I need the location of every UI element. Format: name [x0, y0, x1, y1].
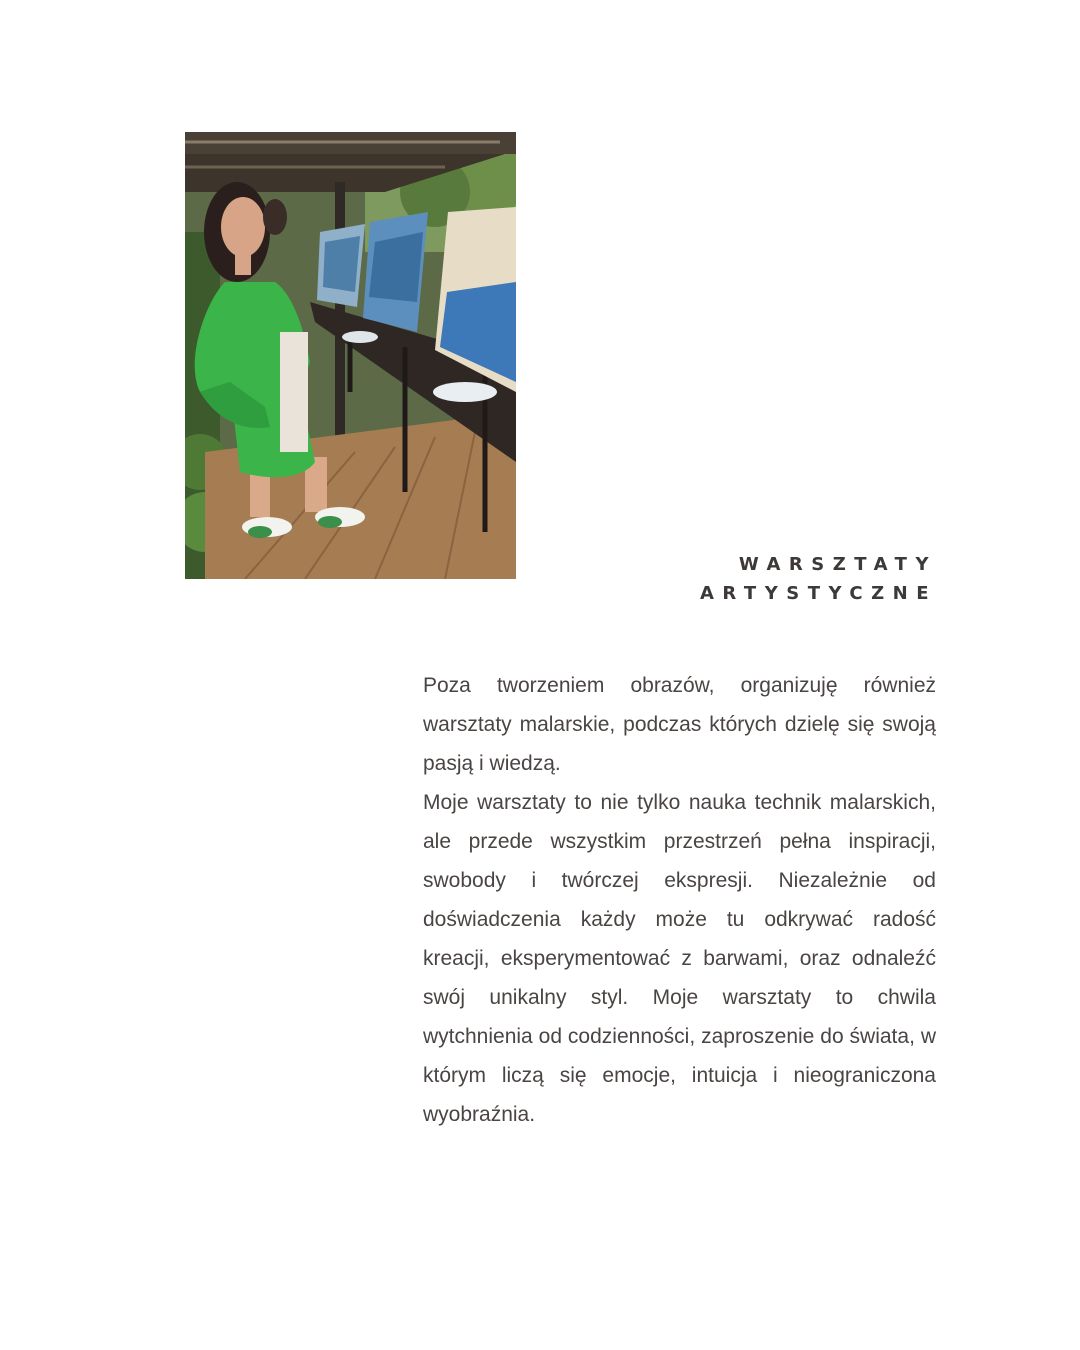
description-text: [423, 666, 936, 1134]
heading-line-2: ARTYSTYCZNE: [699, 583, 937, 604]
workshop-photo: [185, 132, 516, 579]
paragraph-2: Moje warsztaty to nie tylko nauka technik malarskich, ale przede wszystkim przestrzeń pełna inspiracji, swobody i twórczej ekspresji. Niezależnie od doświadczenia każdy może tu odkrywać radość kreacji, eksperymentować z barwami, oraz odnaleźć swój unikalny styl. Moje warsztaty to chwila wytchnienia od codzienności, zaproszenie do świata, w którym liczą się emocje, intuicja i nieograniczona wyobraźnia.: [423, 791, 936, 1126]
heading-line-1: WARSZTATY: [738, 554, 937, 575]
paragraph-1: Poza tworzeniem obrazów, organizuję również warsztaty malarskie, podczas których dzielę się swoją pasją i wiedzą.: [423, 674, 936, 775]
section-heading: [700, 550, 937, 608]
workshop-illustration: [185, 132, 516, 579]
